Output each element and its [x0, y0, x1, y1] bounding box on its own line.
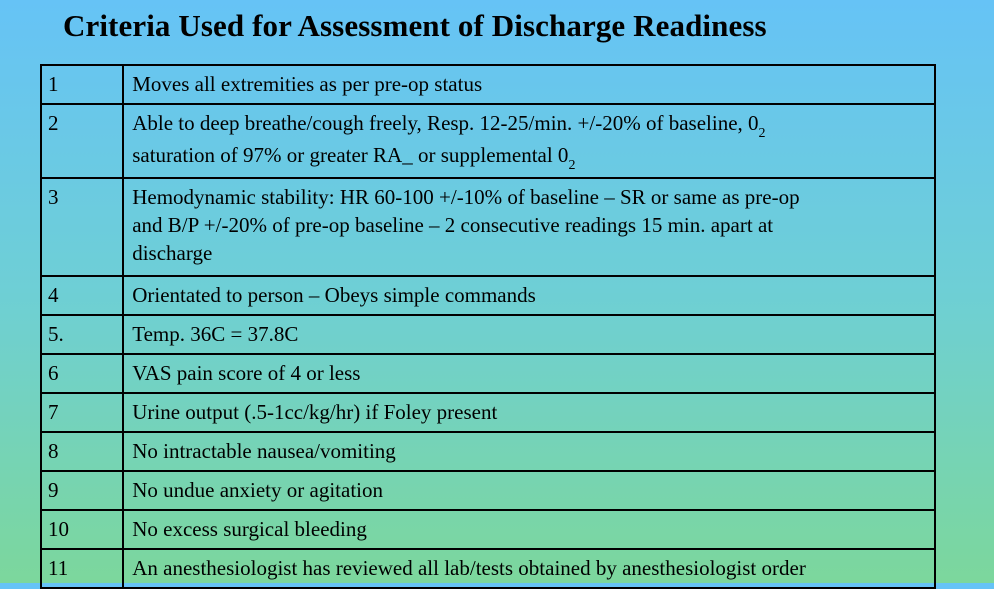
table-row [41, 432, 935, 471]
table-row [41, 354, 935, 393]
table-row [41, 471, 935, 510]
criteria-table [40, 64, 936, 589]
row-number: 10 [41, 510, 123, 549]
table-row [41, 276, 935, 315]
row-criterion: Urine output (.5-1cc/kg/hr) if Foley present [123, 393, 935, 432]
row-criterion: Orientated to person – Obeys simple commands [123, 276, 935, 315]
row-criterion: No excess surgical bleeding [123, 510, 935, 549]
row-number: 1 [41, 65, 123, 104]
criterion-text: Able to deep breathe/cough freely, Resp. 12-25/min. +/-20% of baseline, 0 [132, 111, 759, 135]
subscript: 2 [758, 126, 766, 141]
table-row [41, 178, 935, 276]
row-criterion: Moves all extremities as per pre-op status [123, 65, 935, 104]
row-criterion [123, 104, 935, 178]
row-criterion [123, 178, 935, 276]
table-row [41, 393, 935, 432]
row-number: 5. [41, 315, 123, 354]
subscript: 2 [568, 158, 576, 173]
table-row [41, 65, 935, 104]
criterion-line: Hemodynamic stability: HR 60-100 +/-10% of baseline – SR or same as pre-op [132, 185, 800, 209]
row-number: 8 [41, 432, 123, 471]
page-title: Criteria Used for Assessment of Discharge Readiness [63, 8, 767, 43]
row-number: 6 [41, 354, 123, 393]
table-row [41, 315, 935, 354]
row-criterion: No intractable nausea/vomiting [123, 432, 935, 471]
row-criterion: VAS pain score of 4 or less [123, 354, 935, 393]
row-number: 9 [41, 471, 123, 510]
table-row [41, 510, 935, 549]
criterion-line [132, 141, 926, 173]
row-number: 11 [41, 549, 123, 588]
criterion-text: saturation of 97% or greater RA_ or supplemental 0 [132, 143, 569, 167]
criterion-line [132, 109, 926, 141]
row-number: 4 [41, 276, 123, 315]
row-criterion: No undue anxiety or agitation [123, 471, 935, 510]
row-number: 3 [41, 178, 123, 276]
row-criterion: An anesthesiologist has reviewed all lab/tests obtained by anesthesiologist order [123, 549, 935, 588]
table-row [41, 104, 935, 178]
row-criterion: Temp. 36C = 37.8C [123, 315, 935, 354]
criterion-line: discharge [132, 241, 213, 265]
row-number: 2 [41, 104, 123, 178]
table-row [41, 549, 935, 588]
criterion-line: and B/P +/-20% of pre-op baseline – 2 consecutive readings 15 min. apart at [132, 213, 774, 237]
row-number: 7 [41, 393, 123, 432]
